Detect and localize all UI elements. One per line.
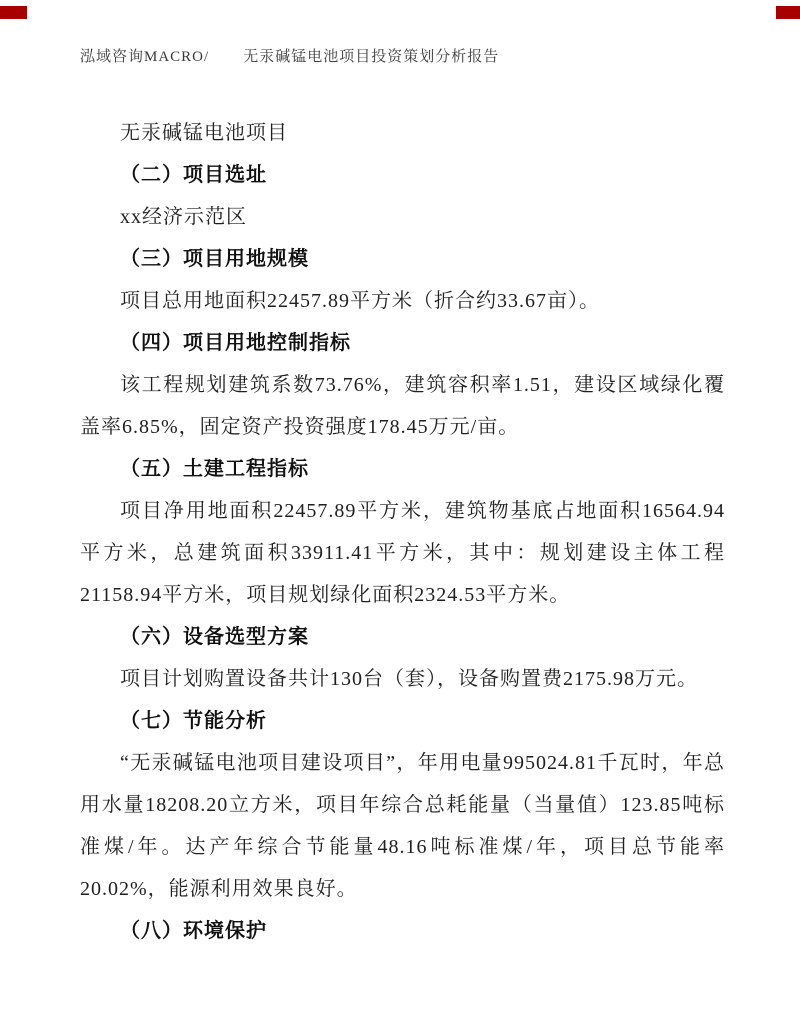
page-corner-mark-right [776,6,800,19]
header-brand: 泓域咨询MACRO/ [80,49,210,65]
para-civil-indicators: 项目净用地面积22457.89平方米，建筑物基底占地面积16564.94平方米，总建筑面积33911.41平方米，其中：规划建设主体工程21158.94平方米，项目规划绿化面积2324.53平方米。 [80,500,725,606]
heading-environment: （八）环境保护 [120,920,267,942]
heading-energy-saving: （七）节能分析 [120,710,267,732]
heading-land-scale: （三）项目用地规模 [120,248,309,270]
running-header [80,47,499,67]
para-land-indicators: 该工程规划建筑系数73.76%，建筑容积率1.51，建设区域绿化覆盖率6.85%，固定资产投资强度178.45万元/亩。 [80,374,725,438]
para-project-name: 无汞碱锰电池项目 [120,122,288,144]
heading-land-control: （四）项目用地控制指标 [120,332,351,354]
page-corner-mark-left [0,6,27,19]
para-energy-analysis: “无汞碱锰电池项目建设项目”，年用电量995024.81千瓦时，年总用水量18208.20立方米，项目年综合总耗能量（当量值）123.85吨标准煤/年。达产年综合节能量48.16吨标准煤/年，项目总节能率20.02%，能源利用效果良好。 [80,752,725,900]
para-equipment-plan: 项目计划购置设备共计130台（套），设备购置费2175.98万元。 [120,668,698,690]
para-site-location: xx经济示范区 [120,206,247,228]
heading-equipment: （六）设备选型方案 [120,626,309,648]
document-body [80,112,725,952]
heading-civil-works: （五）土建工程指标 [120,458,309,480]
heading-project-site: （二）项目选址 [120,164,267,186]
para-land-area: 项目总用地面积22457.89平方米（折合约33.67亩）。 [120,290,600,312]
header-report-title: 无汞碱锰电池项目投资策划分析报告 [243,49,500,65]
